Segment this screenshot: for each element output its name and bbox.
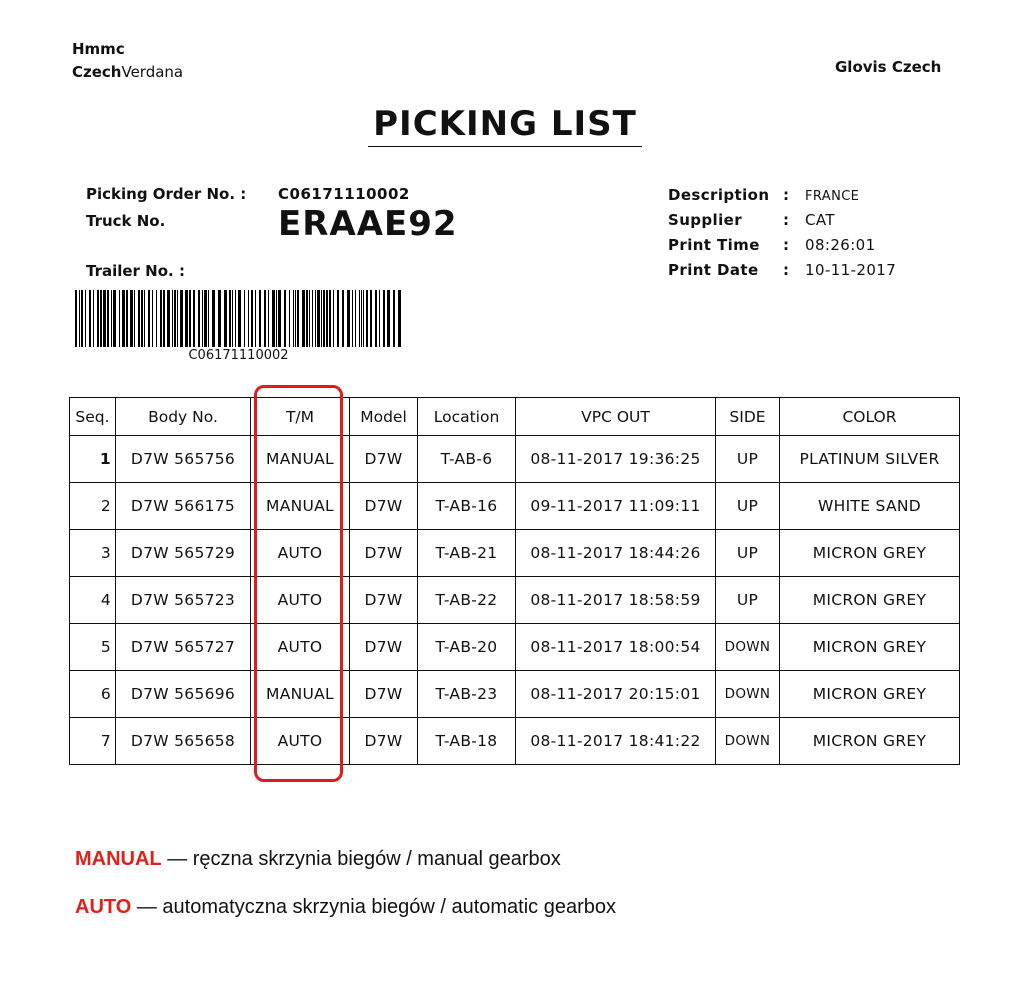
cell-transmission: AUTO <box>251 624 350 671</box>
cell-transmission: MANUAL <box>251 436 350 483</box>
cell-seq: 1 <box>70 436 116 483</box>
meta-description-colon: : <box>783 186 789 204</box>
cell-side: UP <box>716 436 780 483</box>
cell-vpc-out: 09-11-2017 11:09:11 <box>516 483 716 530</box>
cell-location: T-AB-6 <box>418 436 516 483</box>
column-header: VPC OUT <box>516 398 716 436</box>
legend-auto <box>75 896 616 919</box>
column-header: Body No. <box>116 398 251 436</box>
cell-side: DOWN <box>716 671 780 718</box>
cell-color: MICRON GREY <box>780 577 960 624</box>
cell-model: D7W <box>350 671 418 718</box>
meta-print-date-value: 10-11-2017 <box>805 261 897 279</box>
cell-seq: 6 <box>70 671 116 718</box>
meta-supplier <box>668 211 896 236</box>
cell-body-no: D7W 565756 <box>116 436 251 483</box>
cell-location: T-AB-18 <box>418 718 516 765</box>
cell-body-no: D7W 565658 <box>116 718 251 765</box>
column-header: Model <box>350 398 418 436</box>
table-row <box>70 577 960 624</box>
cell-vpc-out: 08-11-2017 20:15:01 <box>516 671 716 718</box>
cell-model: D7W <box>350 436 418 483</box>
cell-side: UP <box>716 530 780 577</box>
transmission-column-highlight <box>254 385 343 782</box>
cell-color: MICRON GREY <box>780 530 960 577</box>
table-row <box>70 718 960 765</box>
cell-side: UP <box>716 577 780 624</box>
company-location-rest: Verdana <box>121 63 184 81</box>
column-header: T/M <box>251 398 350 436</box>
cell-location: T-AB-21 <box>418 530 516 577</box>
cell-body-no: D7W 566175 <box>116 483 251 530</box>
cell-seq: 2 <box>70 483 116 530</box>
meta-description-value: FRANCE <box>805 189 860 204</box>
cell-seq: 3 <box>70 530 116 577</box>
meta-supplier-value: CAT <box>805 211 835 229</box>
meta-print-time <box>668 236 896 261</box>
cell-transmission: MANUAL <box>251 483 350 530</box>
barcode-graphic <box>75 290 402 347</box>
picking-order-number: C06171110002 <box>278 185 410 203</box>
meta-print-time-label: Print Time <box>668 236 760 254</box>
cell-vpc-out: 08-11-2017 18:58:59 <box>516 577 716 624</box>
cell-transmission: AUTO <box>251 530 350 577</box>
cell-side: DOWN <box>716 718 780 765</box>
column-header: Location <box>418 398 516 436</box>
cell-vpc-out: 08-11-2017 19:36:25 <box>516 436 716 483</box>
table-row <box>70 436 960 483</box>
truck-number: ERAAE92 <box>278 204 458 244</box>
cell-location: T-AB-16 <box>418 483 516 530</box>
cell-body-no: D7W 565727 <box>116 624 251 671</box>
cell-location: T-AB-20 <box>418 624 516 671</box>
cell-transmission: AUTO <box>251 718 350 765</box>
cell-seq: 7 <box>70 718 116 765</box>
page-title: PICKING LIST <box>368 104 642 147</box>
cell-color: MICRON GREY <box>780 718 960 765</box>
cell-model: D7W <box>350 530 418 577</box>
meta-print-date-label: Print Date <box>668 261 759 279</box>
meta-print-time-value: 08:26:01 <box>805 236 876 254</box>
table-row <box>70 624 960 671</box>
column-header: Seq. <box>70 398 116 436</box>
picking-order-label: Picking Order No. : <box>86 185 247 203</box>
meta-supplier-label: Supplier <box>668 211 743 229</box>
cell-body-no: D7W 565696 <box>116 671 251 718</box>
company-name: Hmmc <box>72 40 125 58</box>
cell-color: WHITE SAND <box>780 483 960 530</box>
cell-seq: 5 <box>70 624 116 671</box>
company-location-bold: Czech <box>72 63 122 81</box>
cell-side: DOWN <box>716 624 780 671</box>
legend-auto-term: AUTO <box>75 896 132 918</box>
cell-location: T-AB-22 <box>418 577 516 624</box>
meta-description <box>668 186 896 211</box>
cell-vpc-out: 08-11-2017 18:00:54 <box>516 624 716 671</box>
cell-color: MICRON GREY <box>780 671 960 718</box>
legend-manual-term: MANUAL <box>75 848 162 870</box>
cell-body-no: D7W 565729 <box>116 530 251 577</box>
truck-label: Truck No. <box>86 212 166 230</box>
company-location <box>72 61 183 84</box>
barcode-number: C06171110002 <box>188 348 289 363</box>
cell-location: T-AB-23 <box>418 671 516 718</box>
cell-transmission: AUTO <box>251 577 350 624</box>
meta-description-label: Description <box>668 186 770 204</box>
company-block <box>72 38 183 84</box>
cell-color: PLATINUM SILVER <box>780 436 960 483</box>
meta-print-time-colon: : <box>783 236 789 254</box>
cell-model: D7W <box>350 577 418 624</box>
cell-vpc-out: 08-11-2017 18:44:26 <box>516 530 716 577</box>
column-header: COLOR <box>780 398 960 436</box>
table-row <box>70 530 960 577</box>
table-row <box>70 483 960 530</box>
cell-model: D7W <box>350 718 418 765</box>
picking-table <box>69 397 960 765</box>
cell-model: D7W <box>350 624 418 671</box>
meta-supplier-colon: : <box>783 211 789 229</box>
order-meta <box>668 186 896 286</box>
legend-manual-text: — ręczna skrzynia biegów / manual gearbox <box>161 848 561 870</box>
meta-print-date-colon: : <box>783 261 789 279</box>
client-name: Glovis Czech <box>835 58 942 76</box>
trailer-label: Trailer No. : <box>86 262 185 280</box>
legend-auto-text: — automatyczna skrzynia biegów / automatic gearbox <box>131 896 616 918</box>
table-header-row <box>70 398 960 436</box>
table-row <box>70 671 960 718</box>
cell-model: D7W <box>350 483 418 530</box>
cell-seq: 4 <box>70 577 116 624</box>
cell-color: MICRON GREY <box>780 624 960 671</box>
cell-vpc-out: 08-11-2017 18:41:22 <box>516 718 716 765</box>
meta-print-date <box>668 261 896 286</box>
cell-side: UP <box>716 483 780 530</box>
cell-transmission: MANUAL <box>251 671 350 718</box>
cell-body-no: D7W 565723 <box>116 577 251 624</box>
legend-manual <box>75 848 561 871</box>
column-header: SIDE <box>716 398 780 436</box>
